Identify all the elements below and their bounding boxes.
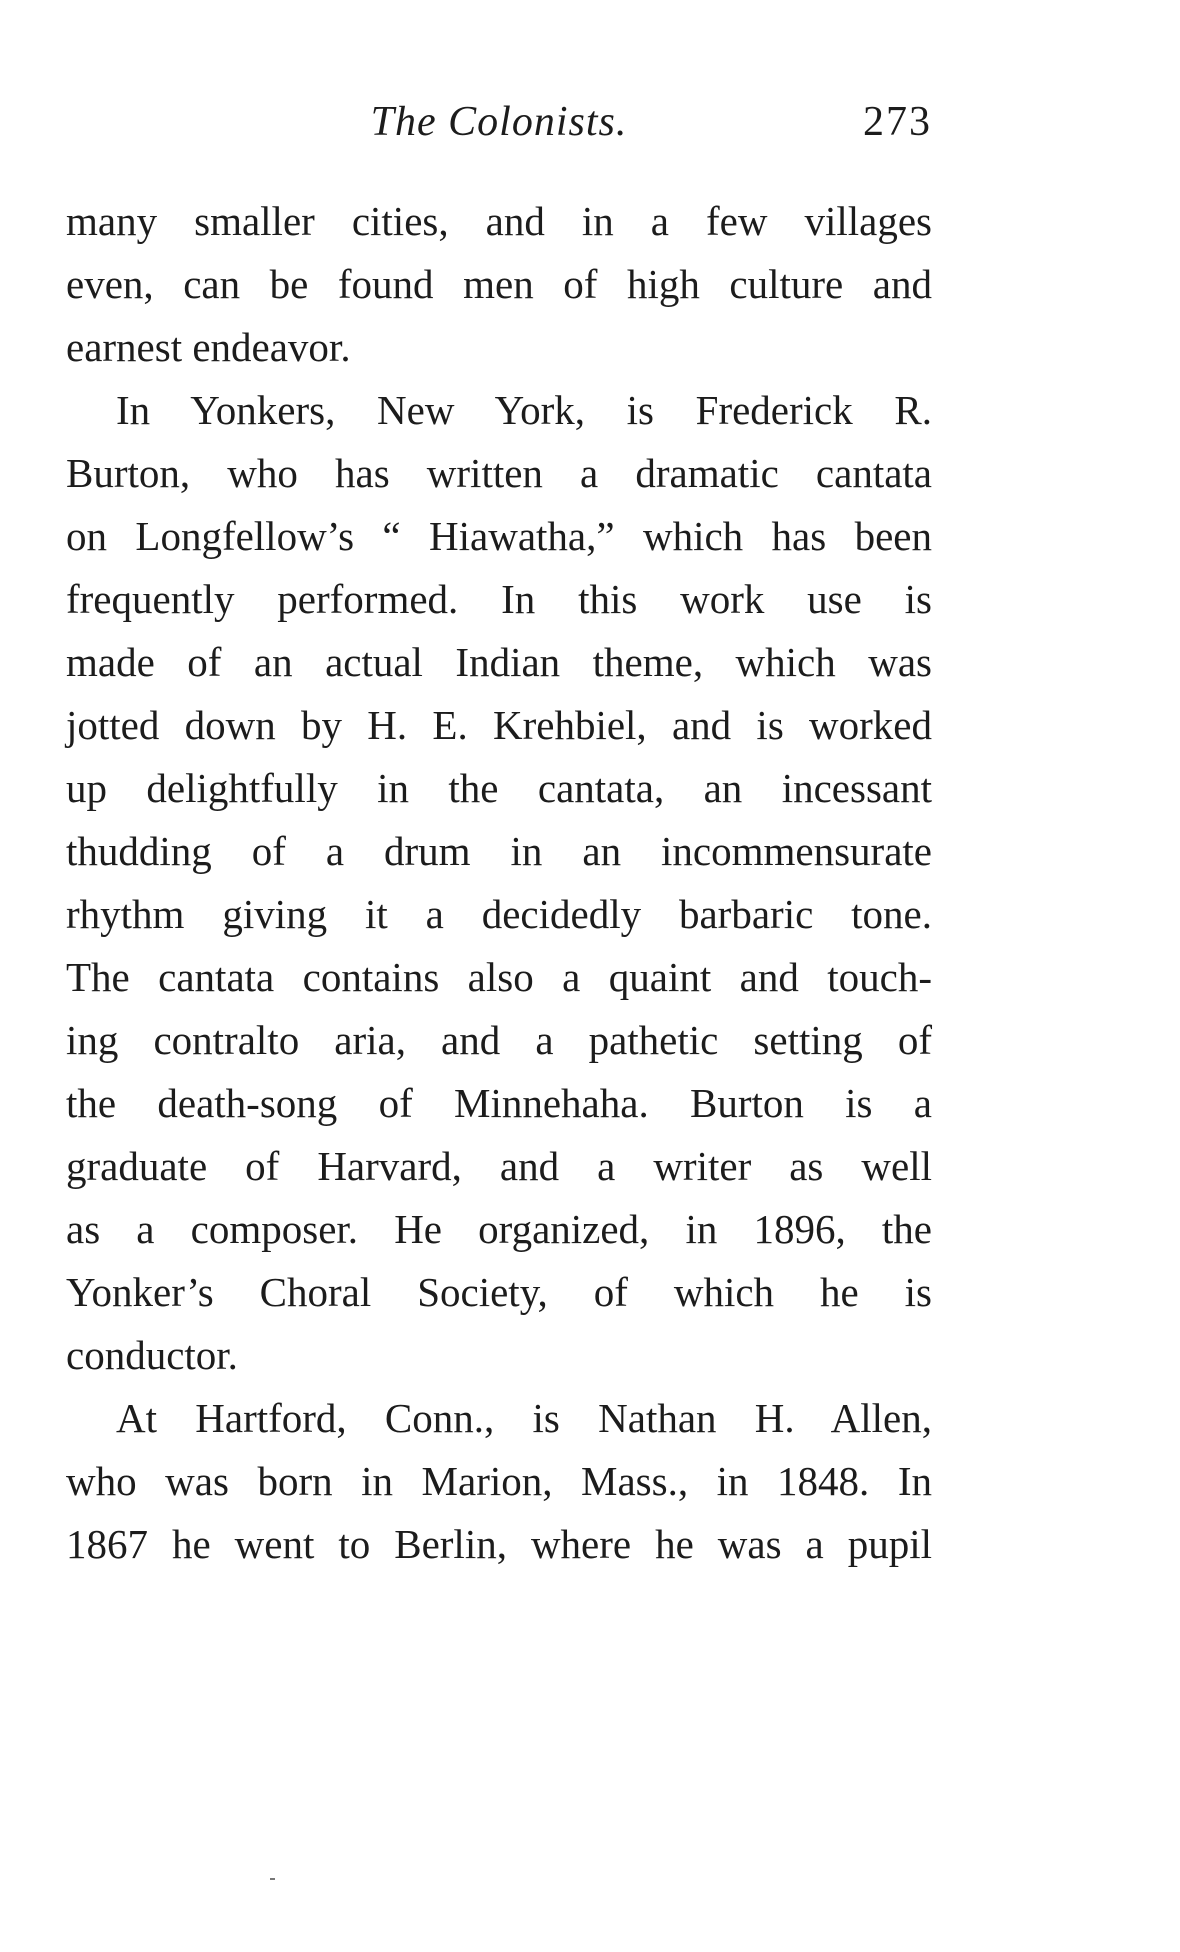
- text-line: conductor.: [66, 1332, 238, 1378]
- text-line: jotted down by H. E. Krehbiel, and is worked: [66, 702, 932, 748]
- text-line: At Hartford, Conn., is Nathan H. Allen,: [116, 1395, 932, 1441]
- text-line: The cantata contains also a quaint and touch-: [66, 954, 932, 1000]
- paragraph-3: [66, 1387, 932, 1576]
- text-line: frequently performed. In this work use is: [66, 576, 932, 622]
- text-line: on Longfellow’s “ Hiawatha,” which has been: [66, 513, 932, 559]
- text-line: Burton, who has written a dramatic cantata: [66, 450, 932, 496]
- text-line: as a composer. He organized, in 1896, the: [66, 1206, 932, 1252]
- text-line: up delightfully in the cantata, an incessant: [66, 765, 932, 811]
- text-line: rhythm giving it a decidedly barbaric tone.: [66, 891, 932, 937]
- text-line: Yonker’s Choral Society, of which he is: [66, 1269, 932, 1315]
- text-line: even, can be found men of high culture and: [66, 261, 932, 307]
- text-line: 1867 he went to Berlin, where he was a pupil: [66, 1521, 932, 1567]
- stray-print-mark: [270, 1878, 275, 1880]
- body-text: [66, 190, 932, 1576]
- text-line: earnest endeavor.: [66, 324, 351, 370]
- text-line: In Yonkers, New York, is Frederick R.: [116, 387, 932, 433]
- text-line: graduate of Harvard, and a writer as well: [66, 1143, 932, 1189]
- text-line: made of an actual Indian theme, which was: [66, 639, 932, 685]
- text-line: ing contralto aria, and a pathetic setting of: [66, 1017, 932, 1063]
- paragraph-1: [66, 190, 932, 379]
- page-number: 273: [863, 99, 932, 145]
- text-line: the death-song of Minnehaha. Burton is a: [66, 1080, 932, 1126]
- running-head: [66, 92, 932, 152]
- text-line: who was born in Marion, Mass., in 1848. In: [66, 1458, 932, 1504]
- paragraph-2: [66, 379, 932, 1387]
- text-line: many smaller cities, and in a few villages: [66, 198, 932, 244]
- running-title: The Colonists.: [370, 99, 628, 145]
- text-line: thudding of a drum in an incommensurate: [66, 828, 932, 874]
